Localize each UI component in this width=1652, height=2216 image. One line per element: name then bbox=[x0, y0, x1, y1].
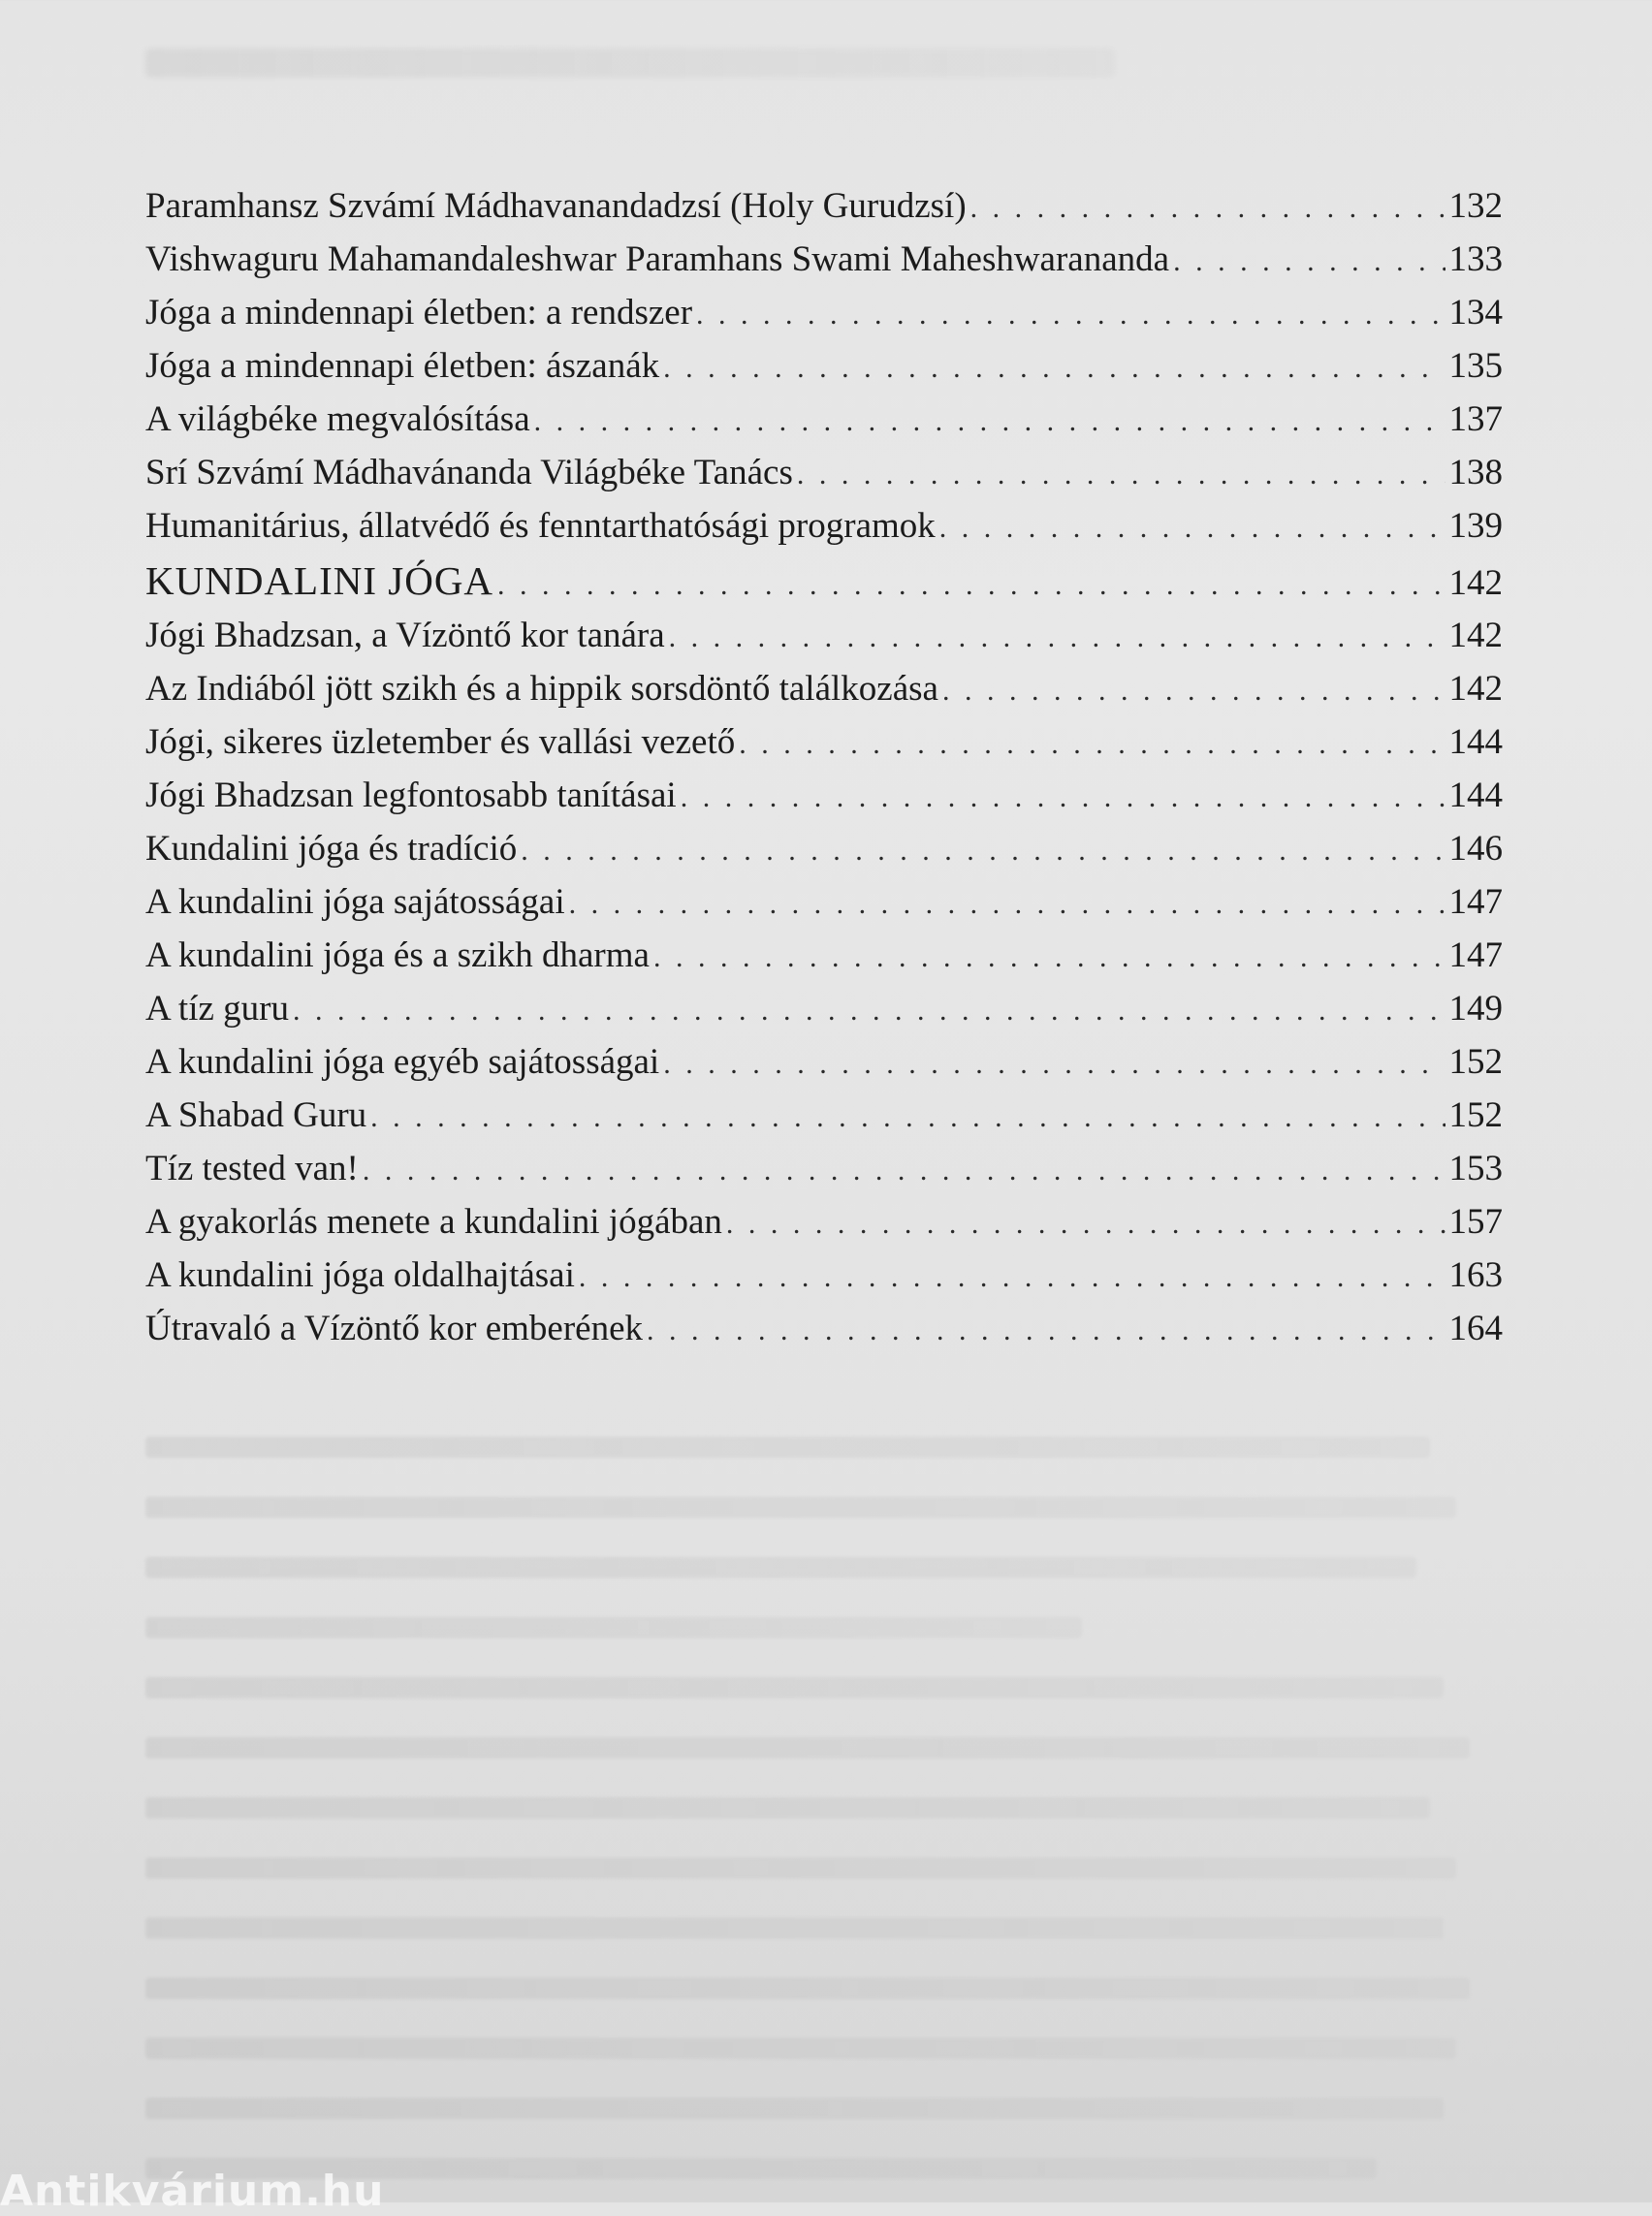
toc-entry bbox=[145, 769, 1503, 822]
dot-leader bbox=[647, 1304, 1445, 1357]
toc-entry-title: A kundalini jóga oldalhajtásai bbox=[145, 1255, 575, 1295]
toc-entry-title: Jógi Bhadzsan legfontosabb tanításai bbox=[145, 776, 677, 815]
toc-chapter-title: KUNDALINI JÓGA bbox=[145, 558, 494, 603]
toc-entry-title: Paramhansz Szvámí Mádhavanandadzsí (Holy Gurudzsí) bbox=[145, 186, 967, 226]
toc-entry bbox=[145, 929, 1503, 982]
show-through-line bbox=[145, 2016, 1483, 2076]
dot-leader bbox=[939, 501, 1446, 554]
toc-entry-page: 139 bbox=[1448, 506, 1503, 546]
dot-leader bbox=[534, 395, 1446, 448]
toc-entry bbox=[145, 393, 1503, 446]
toc-entry-page: 164 bbox=[1448, 1309, 1503, 1348]
dot-leader bbox=[726, 1197, 1446, 1250]
toc-entry-page: 134 bbox=[1448, 293, 1503, 332]
toc-entry bbox=[145, 179, 1503, 233]
show-through-line bbox=[145, 1596, 1483, 1656]
dot-leader bbox=[370, 1091, 1445, 1144]
toc-entry bbox=[145, 609, 1503, 662]
toc-entry-page: 142 bbox=[1448, 669, 1503, 709]
toc-entry-page: 144 bbox=[1448, 722, 1503, 762]
toc-entry-page: 147 bbox=[1448, 935, 1503, 975]
dot-leader bbox=[497, 557, 1445, 614]
toc-entry-title: Jóga a mindennapi életben: a rendszer bbox=[145, 293, 693, 332]
toc-entry bbox=[145, 1142, 1503, 1195]
dot-leader bbox=[681, 771, 1446, 824]
show-through-line bbox=[145, 1656, 1483, 1716]
toc-entry-title: Útravaló a Vízöntő kor emberének bbox=[145, 1309, 644, 1348]
dot-leader bbox=[663, 1037, 1445, 1091]
toc-entry-title: A gyakorlás menete a kundalini jógában bbox=[145, 1202, 722, 1242]
toc-entry-page: 144 bbox=[1448, 776, 1503, 815]
toc-entry bbox=[145, 662, 1503, 715]
dot-leader bbox=[663, 341, 1445, 395]
dot-leader bbox=[1173, 235, 1445, 288]
toc-entry-page: 153 bbox=[1448, 1149, 1503, 1188]
toc-entry-title: Humanitárius, állatvédő és fenntarthatósági programok bbox=[145, 506, 936, 546]
show-through-line bbox=[145, 1716, 1483, 1776]
show-through-header bbox=[145, 48, 1115, 78]
toc-entry-page: 142 bbox=[1448, 563, 1503, 603]
toc-entry-page: 152 bbox=[1448, 1095, 1503, 1135]
toc-entry-title: Kundalini jóga és tradíció bbox=[145, 829, 518, 869]
show-through-line bbox=[145, 1896, 1483, 1956]
toc-entry bbox=[145, 1302, 1503, 1355]
dot-leader bbox=[569, 877, 1446, 931]
toc-entry bbox=[145, 233, 1503, 286]
dot-leader bbox=[696, 288, 1445, 341]
toc-entry bbox=[145, 1089, 1503, 1142]
show-through-line bbox=[145, 1956, 1483, 2016]
toc-entry-title: A kundalini jóga sajátosságai bbox=[145, 882, 565, 922]
show-through-line bbox=[145, 1776, 1483, 1836]
show-through-text bbox=[145, 1415, 1483, 2197]
toc-entry-title: Jógi, sikeres üzletember és vallási vezető bbox=[145, 722, 736, 762]
toc-entry-title: Az Indiából jött szikh és a hippik sorsdöntő találkozása bbox=[145, 669, 938, 709]
toc-entry-page: 163 bbox=[1448, 1255, 1503, 1295]
toc-entry-title: Jóga a mindennapi életben: ászanák bbox=[145, 346, 660, 386]
toc-entry-page: 132 bbox=[1448, 186, 1503, 226]
toc-entry-title: A kundalini jóga egyéb sajátosságai bbox=[145, 1042, 660, 1082]
toc-entry-title: A Shabad Guru bbox=[145, 1095, 367, 1135]
toc-entry-page: 146 bbox=[1448, 829, 1503, 869]
dot-leader bbox=[797, 448, 1446, 501]
toc-entry bbox=[145, 1035, 1503, 1089]
toc-entry-title: A kundalini jóga és a szikh dharma bbox=[145, 935, 650, 975]
show-through-line bbox=[145, 1836, 1483, 1896]
toc-entry bbox=[145, 1249, 1503, 1302]
toc-entry-title: Srí Szvámí Mádhavánanda Világbéke Tanács bbox=[145, 453, 793, 492]
toc-entry-page: 142 bbox=[1448, 616, 1503, 655]
site-watermark: Antikvárium.hu bbox=[0, 2167, 385, 2216]
toc-entry bbox=[145, 1195, 1503, 1249]
show-through-line bbox=[145, 1415, 1483, 1475]
dot-leader bbox=[739, 717, 1445, 771]
dot-leader bbox=[579, 1250, 1446, 1304]
dot-leader bbox=[293, 984, 1446, 1037]
show-through-line bbox=[145, 1535, 1483, 1596]
toc-entry-page: 135 bbox=[1448, 346, 1503, 386]
toc-entry-page: 147 bbox=[1448, 882, 1503, 922]
toc-entry bbox=[145, 446, 1503, 499]
toc-entry-title: A világbéke megvalósítása bbox=[145, 399, 530, 439]
table-of-contents bbox=[145, 179, 1503, 1355]
toc-entry bbox=[145, 339, 1503, 393]
toc-entry-page: 133 bbox=[1448, 239, 1503, 279]
toc-entry bbox=[145, 715, 1503, 769]
toc-entry-title: Tíz tested van! bbox=[145, 1149, 359, 1188]
toc-entry-page: 137 bbox=[1448, 399, 1503, 439]
dot-leader bbox=[669, 611, 1446, 664]
toc-entry bbox=[145, 982, 1503, 1035]
dot-leader bbox=[653, 931, 1446, 984]
toc-entry bbox=[145, 499, 1503, 553]
toc-chapter-heading bbox=[145, 553, 1503, 609]
show-through-line bbox=[145, 2076, 1483, 2137]
toc-entry-title: A tíz guru bbox=[145, 989, 289, 1029]
dot-leader bbox=[942, 664, 1446, 717]
toc-entry bbox=[145, 875, 1503, 929]
toc-entry-page: 138 bbox=[1448, 453, 1503, 492]
toc-entry-title: Vishwaguru Mahamandaleshwar Paramhans Swami Maheshwarananda bbox=[145, 239, 1170, 279]
toc-entry-page: 152 bbox=[1448, 1042, 1503, 1082]
dot-leader bbox=[970, 181, 1446, 235]
toc-entry bbox=[145, 822, 1503, 875]
toc-entry-page: 157 bbox=[1448, 1202, 1503, 1242]
dot-leader bbox=[363, 1144, 1446, 1197]
toc-entry-page: 149 bbox=[1448, 989, 1503, 1029]
dot-leader bbox=[521, 824, 1445, 877]
toc-entry bbox=[145, 286, 1503, 339]
toc-entry-title: Jógi Bhadzsan, a Vízöntő kor tanára bbox=[145, 616, 665, 655]
show-through-line bbox=[145, 1475, 1483, 1535]
